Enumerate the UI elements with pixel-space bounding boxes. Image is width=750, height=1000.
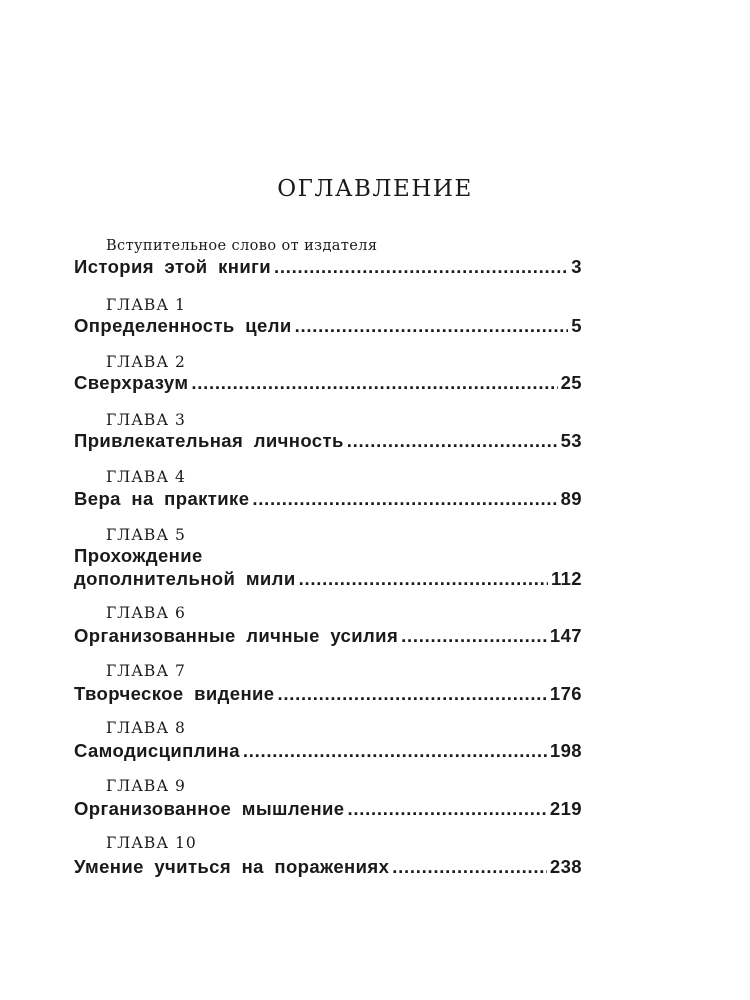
entry-title: Умение учиться на поражениях xyxy=(74,856,390,877)
toc-entry-line[interactable] xyxy=(74,683,582,705)
toc-entry-line[interactable] xyxy=(74,372,582,394)
dot-leader xyxy=(278,683,547,705)
chapter-label: ГЛАВА 7 xyxy=(106,662,186,680)
page-number: 53 xyxy=(560,430,582,451)
chapter-label: ГЛАВА 6 xyxy=(106,604,186,622)
dot-leader xyxy=(191,372,557,394)
dot-leader xyxy=(401,625,547,647)
toc-entry-line[interactable] xyxy=(74,740,582,762)
toc-entry-line[interactable] xyxy=(74,625,582,647)
entry-title: Творческое видение xyxy=(74,683,275,704)
page-number: 219 xyxy=(549,798,582,819)
page-number: 147 xyxy=(549,625,582,646)
toc-entry-line[interactable] xyxy=(74,798,582,820)
entry-title: Самодисциплина xyxy=(74,740,240,761)
dot-leader xyxy=(243,740,547,762)
toc-entry-line[interactable] xyxy=(74,488,582,510)
chapter-label: ГЛАВА 4 xyxy=(106,468,186,486)
entry-title: Организованные личные усилия xyxy=(74,625,399,646)
chapter-label: ГЛАВА 1 xyxy=(106,296,186,314)
chapter-label: ГЛАВА 8 xyxy=(106,719,186,737)
page-number: 5 xyxy=(571,315,582,336)
chapter-label: ГЛАВА 5 xyxy=(106,526,186,544)
entry-title: Сверхразум xyxy=(74,372,189,393)
dot-leader xyxy=(347,430,558,452)
page-number: 176 xyxy=(549,683,582,704)
dot-leader xyxy=(348,798,547,820)
dot-leader xyxy=(274,256,568,278)
toc-entry-line[interactable] xyxy=(74,430,582,452)
toc-entry-line[interactable] xyxy=(74,256,582,278)
entry-title: Организованное мышление xyxy=(74,798,345,819)
chapter-label: ГЛАВА 10 xyxy=(106,834,197,852)
entry-title: Вера на практике xyxy=(74,488,250,509)
entry-title: дополнительной мили xyxy=(74,568,296,589)
chapter-label: ГЛАВА 3 xyxy=(106,411,186,429)
page-number: 3 xyxy=(571,256,582,277)
chapter-label: ГЛАВА 2 xyxy=(106,353,186,371)
entry-title-line-1[interactable]: Прохождение xyxy=(74,545,203,566)
dot-leader xyxy=(295,315,569,337)
page-number: 25 xyxy=(560,372,582,393)
page-number: 198 xyxy=(549,740,582,761)
page-number: 89 xyxy=(560,488,582,509)
dot-leader xyxy=(299,568,548,590)
dot-leader xyxy=(392,856,547,878)
entry-title: Определенность цели xyxy=(74,315,292,336)
page-title: ОГЛАВЛЕНИЕ xyxy=(277,176,473,202)
entry-title: История этой книги xyxy=(74,256,271,277)
chapter-label: ГЛАВА 9 xyxy=(106,777,186,795)
toc-entry-line[interactable] xyxy=(74,315,582,337)
entry-title: Привлекательная личность xyxy=(74,430,344,451)
dot-leader xyxy=(252,488,557,510)
page-number: 112 xyxy=(550,568,582,589)
entry-label: Вступительное слово от издателя xyxy=(106,238,378,254)
toc-entry-line[interactable] xyxy=(74,856,582,878)
page-number: 238 xyxy=(549,856,582,877)
toc-entry-line[interactable] xyxy=(74,568,582,590)
